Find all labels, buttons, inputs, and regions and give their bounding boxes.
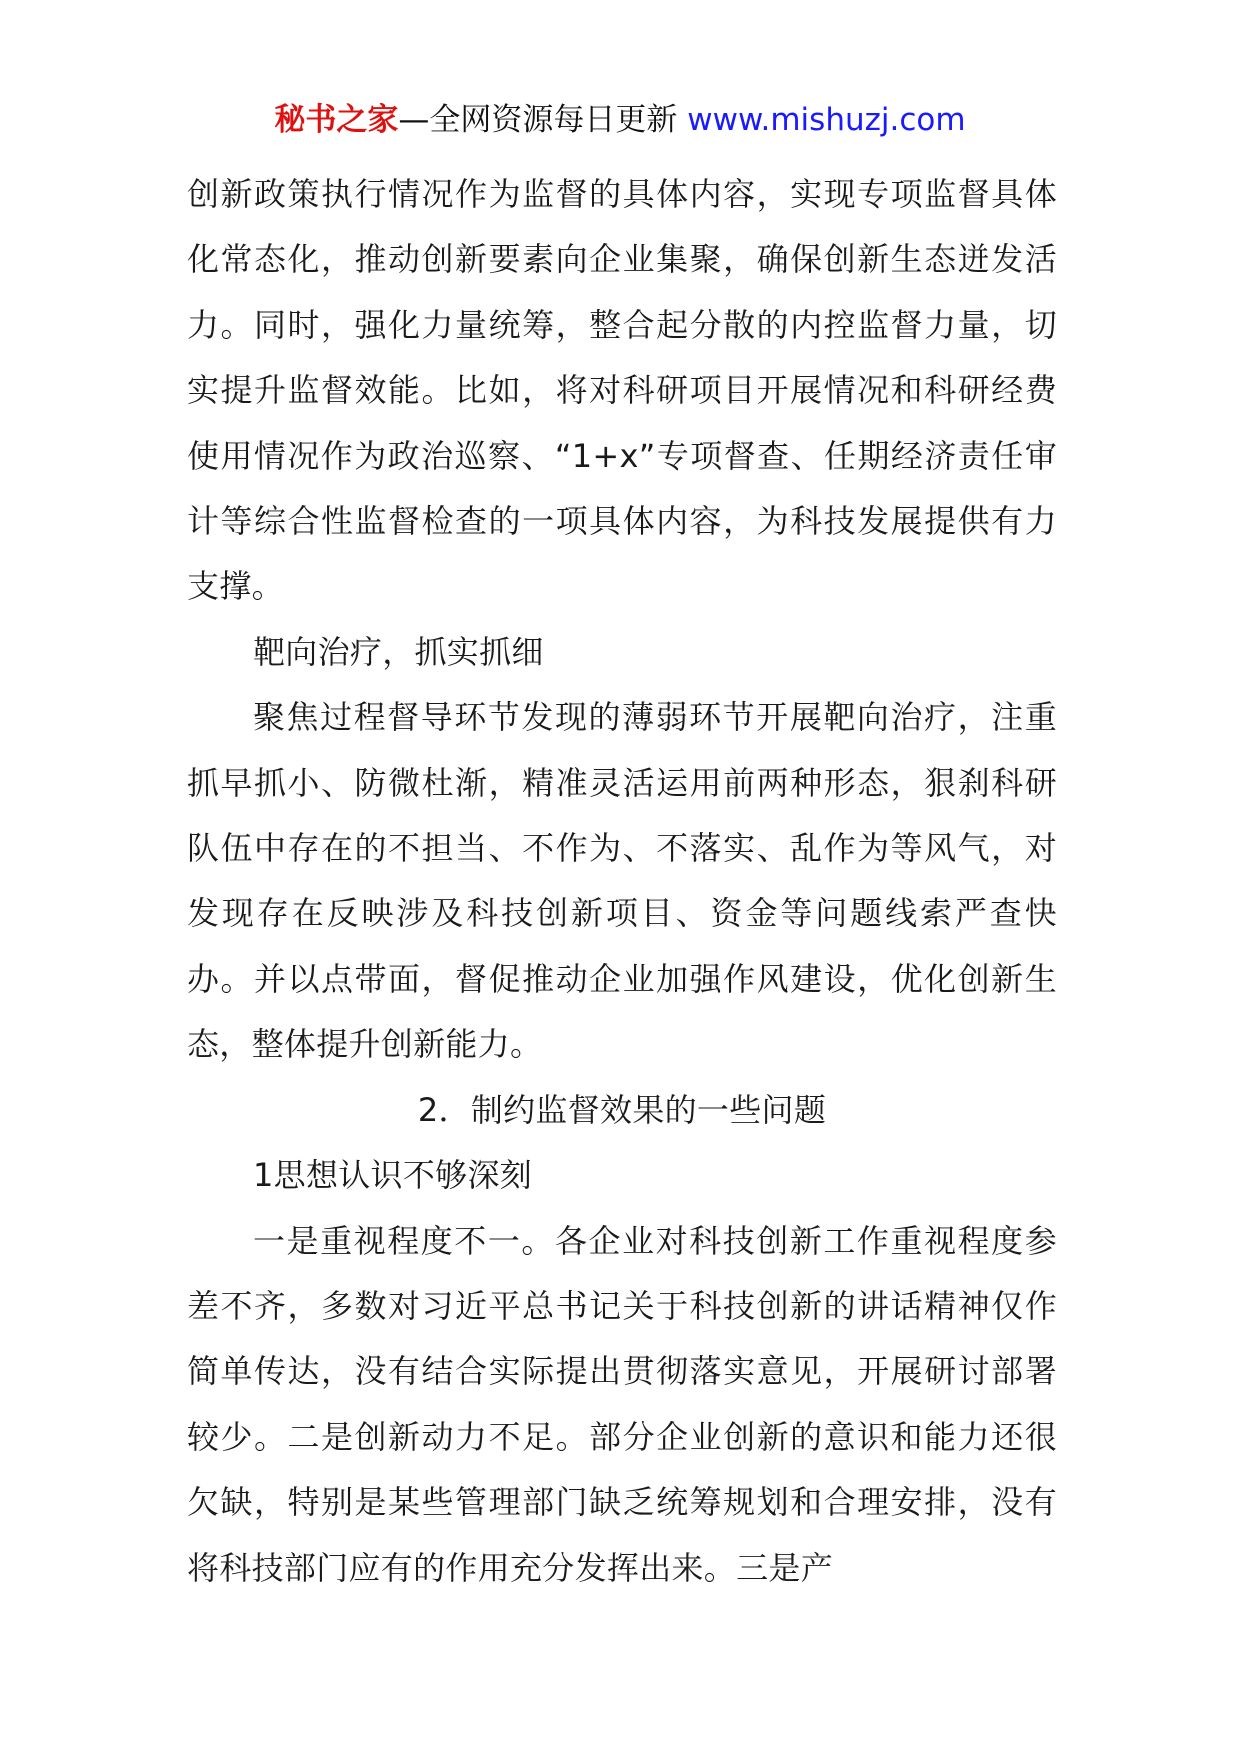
section-title: 2．制约监督效果的一些问题 [417, 1090, 827, 1129]
paragraph: 一是重视程度不一。各企业对科技创新工作重视程度参差不齐，多数对习近平总书记关于科技创新的讲话精神仅作简单传达，没有结合实际提出贯彻落实意见，开展研讨部署较少。二是创新动力不足。部分企业创新的意识和能力还很欠缺，特别是某些管理部门缺乏统筹规划和合理安排，没有将科技部门应有的作用充分发挥出来。三是产 [187, 1221, 1057, 1587]
subsection-heading: 1思想认识不够深刻 [253, 1156, 533, 1195]
paragraph-continuation: 创新政策执行情况作为监督的具体内容，实现专项监督具体化常态化，推动创新要素向企业集聚，确保创新生态迸发活力。同时，强化力量统筹，整合起分散的内控监督力量，切实提升监督效能。比如，将对科研项目开展情况和科研经费使用情况作为政治巡察、“1+x”专项督查、任期经济责任审计等综合性监督检查的一项具体内容，为科技发展提供有力支撑。 [187, 175, 1057, 606]
document-body [187, 162, 1057, 1601]
section-heading: 靶向治疗，抓实抓细 [253, 632, 544, 671]
site-url-link[interactable]: www.mishuzj.com [687, 102, 966, 138]
site-tagline: —全网资源每日更新 [398, 102, 688, 138]
site-header [0, 100, 1240, 140]
paragraph: 聚焦过程督导环节发现的薄弱环节开展靶向治疗，注重抓早抓小、防微杜渐，精准灵活运用前两种形态，狠刹科研队伍中存在的不担当、不作为、不落实、乱作为等风气，对发现存在反映涉及科技创新项目、资金等问题线索严查快办。并以点带面，督促推动企业加强作风建设，优化创新生态，整体提升创新能力。 [187, 698, 1057, 1064]
site-brand: 秘书之家 [274, 102, 399, 138]
